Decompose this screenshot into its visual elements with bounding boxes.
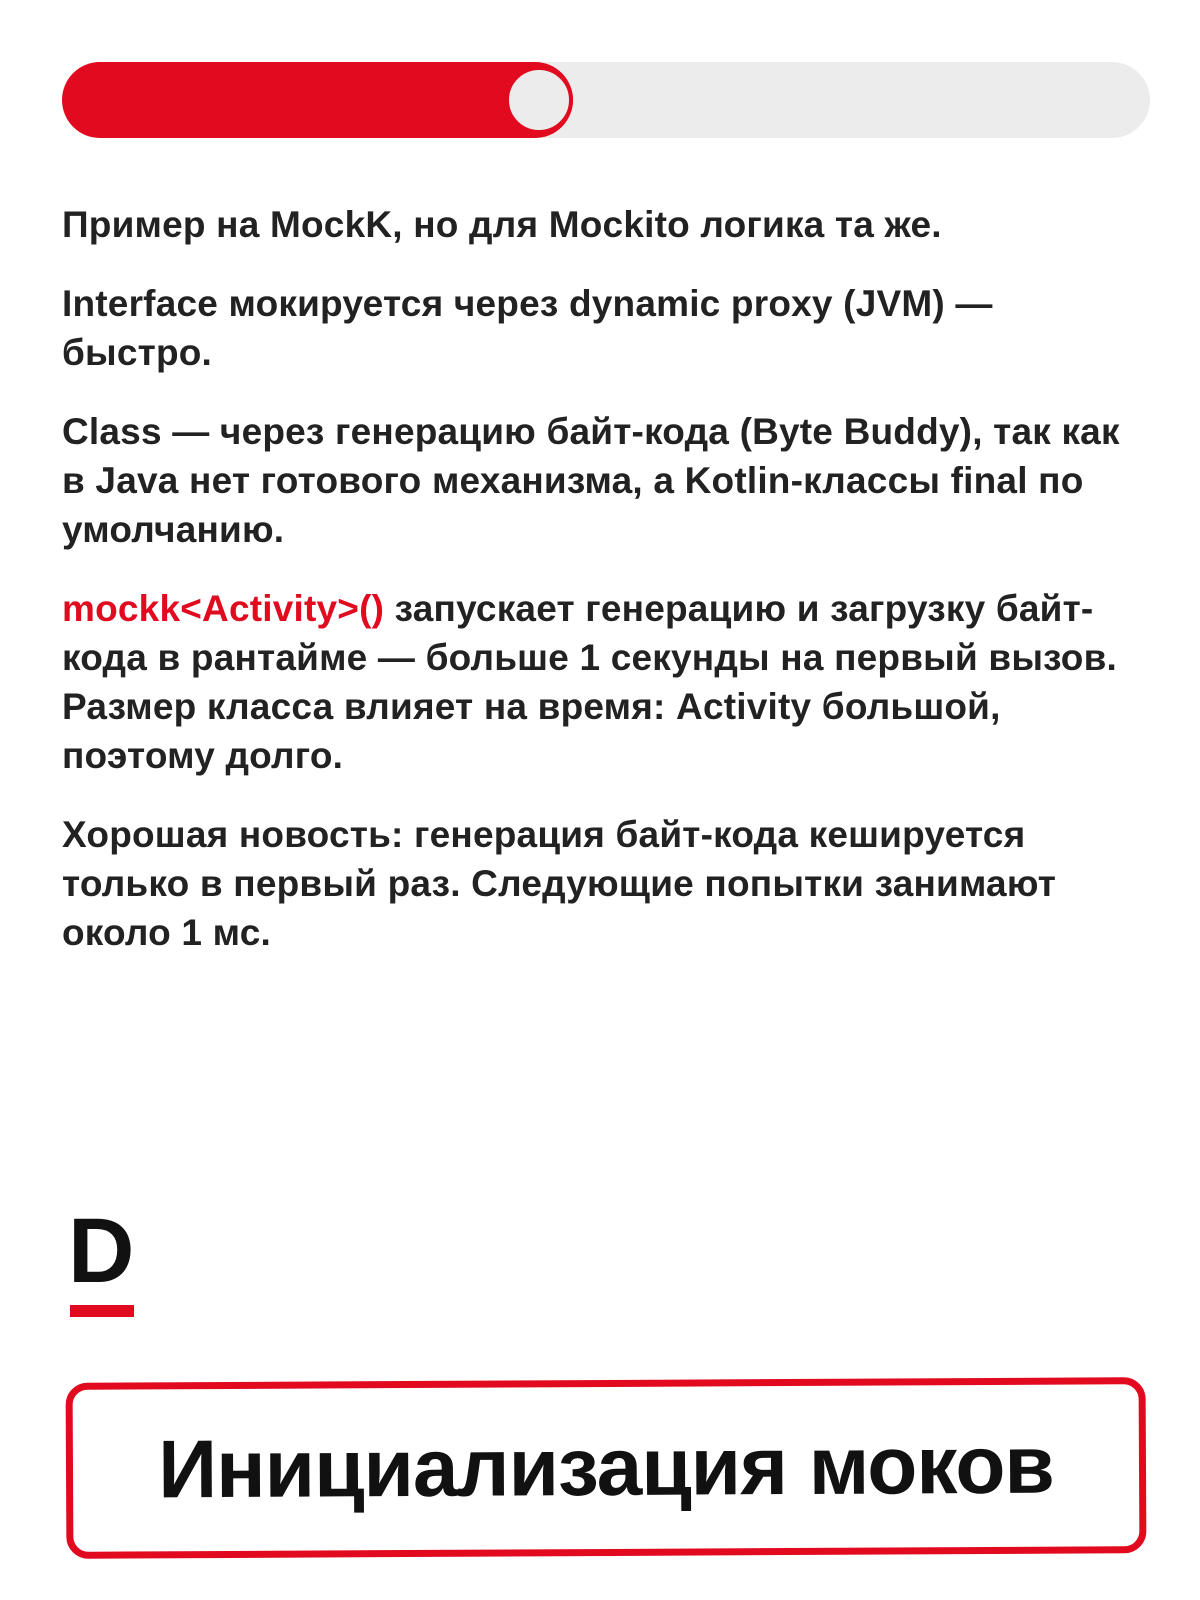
title-frame xyxy=(66,1377,1147,1559)
progress-knob xyxy=(505,66,573,134)
page-title: Инициализация моков xyxy=(157,1419,1055,1516)
paragraph-intro: Пример на MockK, но для Mockito логика та же. xyxy=(62,204,942,245)
paragraph-good-news: Хорошая новость: генерация байт-кода кешируется только в первый раз. Следующие попытки занимают около 1 мс. xyxy=(62,814,1057,953)
article-body xyxy=(62,200,1152,987)
code-snippet: mockk<Activity>() xyxy=(62,588,385,629)
logo-letter: D xyxy=(68,1200,135,1302)
logo-underline xyxy=(70,1305,134,1317)
progress-bar xyxy=(62,62,1150,138)
progress-fill xyxy=(62,62,573,138)
brand-logo xyxy=(68,1200,136,1320)
paragraph-mockk xyxy=(62,584,1152,780)
paragraph-class: Class — через генерацию байт-кода (Byte Buddy), так как в Java нет готового механизма, а Kotlin-классы final по умолчанию. xyxy=(62,411,1120,550)
paragraph-mockk-text: запускает генерацию и загрузку байт-кода в рантайме — больше 1 секунды на первый вызов. Размер класса влияет на время: Activity большой, поэтому долго. xyxy=(62,588,1118,776)
paragraph-interface: Interface мокируется через dynamic proxy (JVM) — быстро. xyxy=(62,283,993,373)
